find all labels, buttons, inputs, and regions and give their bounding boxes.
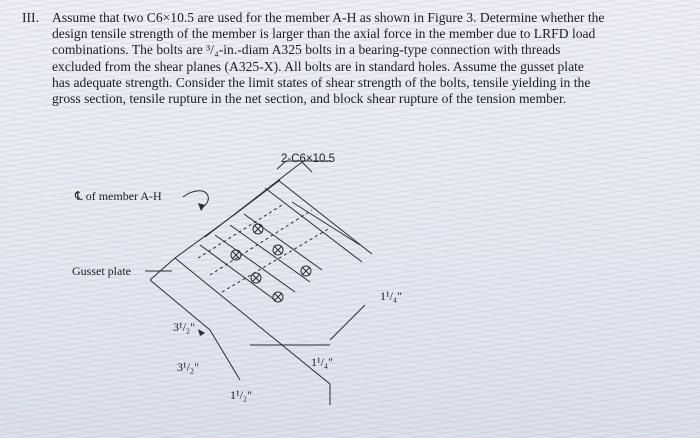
centerline-label: ℄ of member A-H	[75, 189, 162, 203]
dim-spacing-2-label: 3¹/₂"	[177, 360, 200, 374]
section-label: 2-C6×10.5	[281, 153, 336, 165]
dim-line-right	[330, 305, 365, 340]
transverse-line-2	[215, 235, 295, 292]
problem-line-5: has adequate strength. Consider the limit states of shear strength of the bolts, tensile yielding in the	[52, 74, 591, 90]
transverse-line-3	[230, 225, 310, 282]
dim-spacing-1-label: 3¹/₂"	[173, 320, 196, 334]
centerline-arrowhead	[198, 203, 205, 211]
bolt-icon	[253, 224, 263, 234]
bolt-icon	[251, 273, 261, 283]
member-flange-line-2	[278, 180, 372, 254]
bolt-icon	[301, 266, 311, 276]
problem-number: III.	[22, 10, 39, 25]
dim-ext-line-1	[150, 258, 175, 280]
member-end-edge	[292, 202, 360, 245]
problem-line-6: gross section, tensile rupture in the net section, and block shear rupture of the tension member.	[52, 91, 567, 107]
bolt-icon	[273, 292, 283, 302]
gusset-upper-edge	[238, 180, 280, 212]
problem-line-1: III. Assume that two C6×10.5 are used for the member A-H as shown in Figure 3. Determine whether the	[22, 10, 605, 25]
centerline-leader	[183, 191, 208, 209]
problem-line-4: excluded from the shear planes (A325-X). All bolts are in standard holes. Assume the gusset plate	[52, 58, 584, 74]
dim-ext-line-2	[210, 330, 240, 380]
dim-bottom-left-label: 1¹/₂"	[230, 388, 253, 402]
problem-line-2: design tensile strength of the member is larger than the axial force in the member due to LRFD load	[52, 26, 596, 42]
dim-edge-label: 1¹/₄"	[380, 289, 403, 303]
dim-bottom-right-label: 1¹/₄"	[311, 355, 334, 369]
gusset-upper-left-edge	[175, 212, 238, 258]
dim-arrowhead	[198, 329, 205, 336]
problem-line-3: combinations. The bolts are ³/₄-in.-diam A325 bolts in a bearing-type connection with threads	[52, 42, 561, 58]
gusset-label: Gusset plate	[72, 264, 131, 278]
bolt-icon	[273, 245, 283, 255]
